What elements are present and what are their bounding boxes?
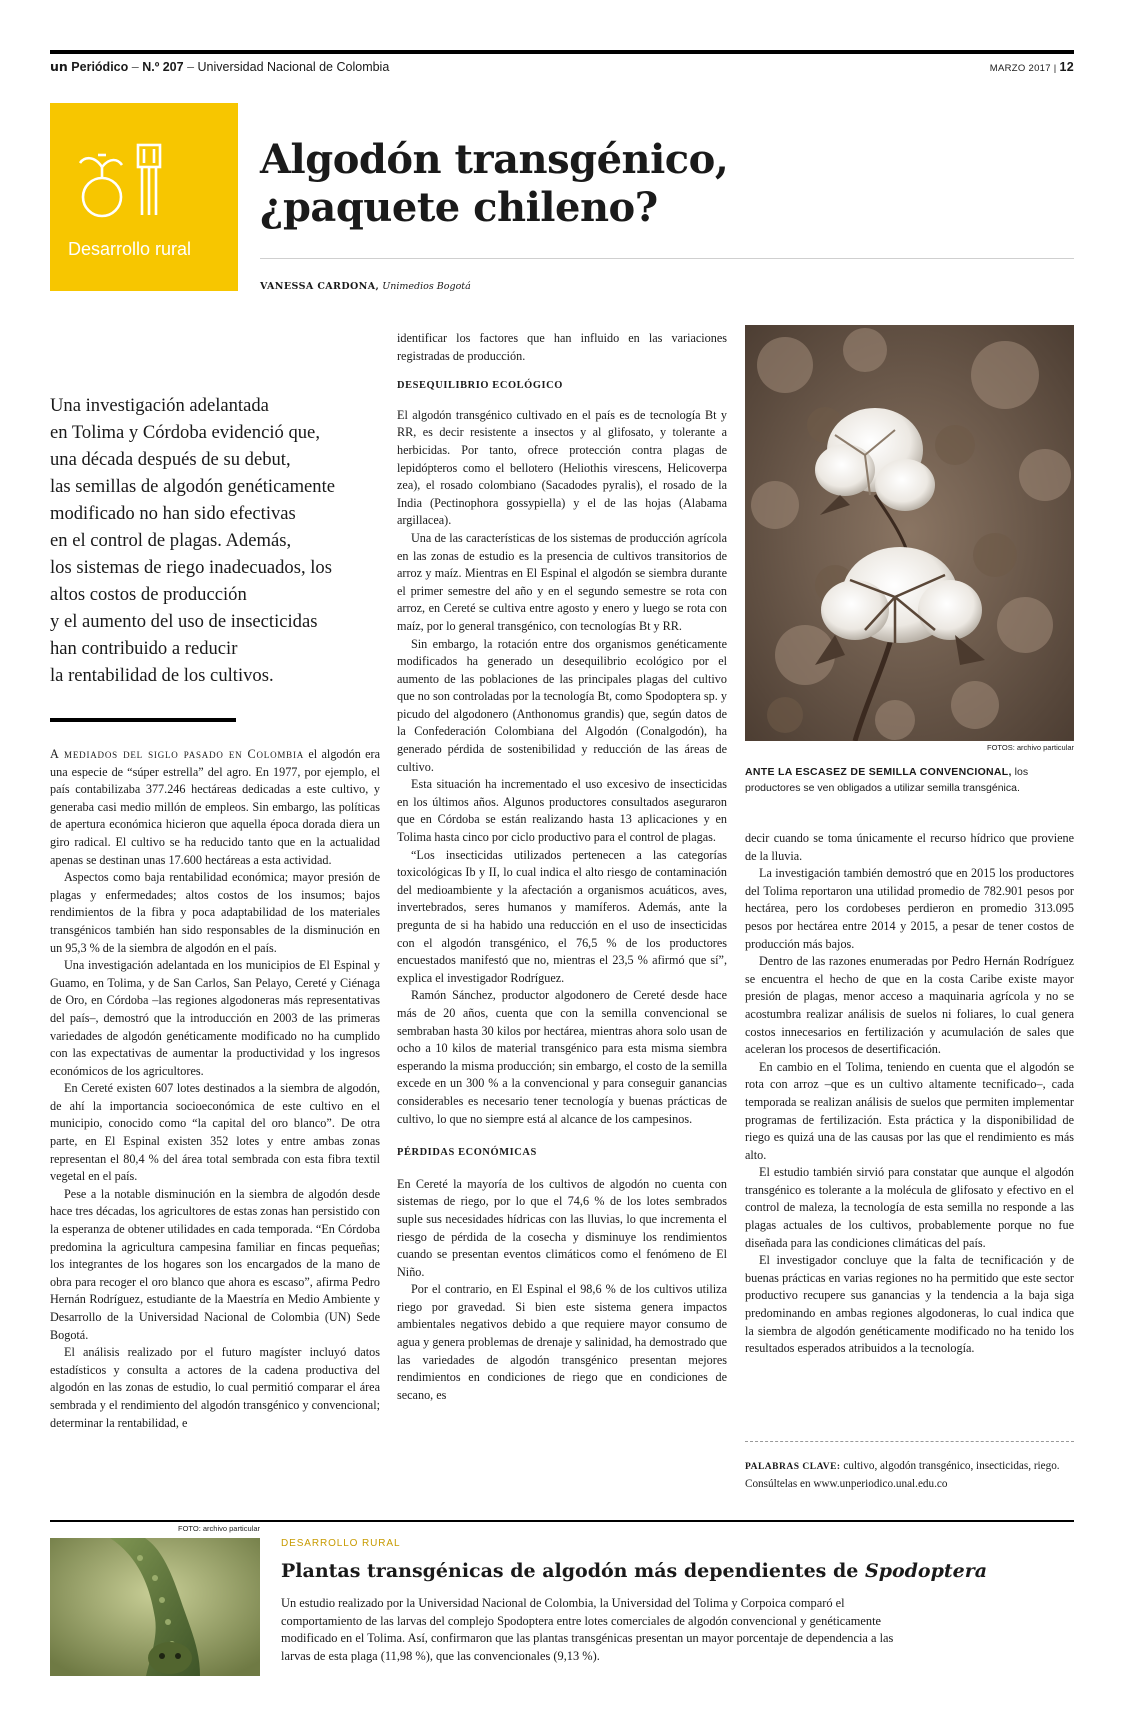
body-paragraph: En Cereté existen 607 lotes destinados a la siembra de algodón, de ahí la importancia socioeconómica de este cultivo en el municipio, conocido como “la capital del oro blanco”. De otra parte, en El Espinal existen 352 lotes y entre ambas zonas representan el 80,4 % del área total sembrada con esta fibra textil vegetal en el país. xyxy=(50,1081,380,1184)
issue-date: MARZO 2017 xyxy=(989,63,1051,74)
body-paragraph: Esta situación ha incrementado el uso excesivo de insecticidas en los últimos años. Algunos productores consultados aseguraron que en Córdoba se están realizando hasta 13 aplicaciones y en Tolima hasta cinco por ciclo productivo para el control de plagas. xyxy=(397,777,727,845)
paper-name: Periódico xyxy=(71,60,129,74)
sidebar-headline-italic: Spodoptera xyxy=(864,1560,988,1582)
article-lede: Una investigación adelantada en Tolima y Córdoba evidenció que, una década después de su debut, las semillas de algodón genéticamente modificado no han sido efectivas en el control de plagas. Además, los sistemas de riego inadecuados, los altos costos de producción y el aumento del uso de insecticidas han contribuido a reducir la rentabilidad de los cultivos. xyxy=(50,395,336,686)
body-paragraph: A mediados del siglo pasado en Colombia el algodón era una especie de “súper estrella” del agro. En 1977, por ejemplo, el país contabilizaba 377.246 hectáreas dedicadas a este cultivo, y generaba casi medio millón de empleos. Sin embargo, las políticas de apertura económica hicieron que aquella época dorada diera un giro radical. El cultivo se ha reducido tanto que en la actualidad apenas se destinan unas 17.600 hectáreas a esta actividad. xyxy=(50,747,380,867)
body-paragraph: Dentro de las razones enumeradas por Pedro Hernán Rodríguez se encuentra el hecho de que en la costa Caribe existe mayor presión de plagas, menor acceso a maquinaria agrícola y no se acostumbra realizar análisis de suelos ni foliares, lo cual genera costos innecesarios en fertilización y acumulación de sales que aceleran los procesos de desertificación. xyxy=(745,954,1074,1057)
body-paragraph: “Los insecticidas utilizados pertenecen a las categorías toxicológicas Ib y II, lo cual indica el alto riesgo de contaminación del medioambiente y la afectación a organismos acuáticos, aves, invertebrados, seres humanos y mamíferos. Además, ante la pregunta de si ha habido una reducción en el uso de insecticidas con el algodón transgénico, el 76,5 % de los productores encuestados manifestó que no, mientras el 23,5 % afirmó que sí”, explica el investigador Rodríguez. xyxy=(397,847,727,985)
body-column-3 xyxy=(745,830,1074,1358)
body-paragraph: decir cuando se toma únicamente el recurso hídrico que proviene de la lluvia. xyxy=(745,831,1074,863)
body-paragraph: Una de las características de los sistemas de producción agrícola en las zonas de estudio es la presencia de cultivos transitorios de arroz y maíz. Mientras en El Espinal el algodón se siembra durante el primer semestre del año y en el segundo semestre se rota con arroz, en Cereté se cultiva entre agosto y enero y luego se rota con maíz, por lo general transgénico, con tecnologías Bt y RR. xyxy=(397,530,727,633)
section-badge xyxy=(50,103,238,291)
larva-photo xyxy=(50,1538,260,1676)
author-affiliation: Unimedios Bogotá xyxy=(382,281,471,292)
article-headline xyxy=(260,136,760,232)
cotton-boll-image xyxy=(745,325,1074,741)
subheading-economic: PÉRDIDAS ECONÓMICAS xyxy=(397,1147,537,1159)
body-paragraph: El estudio también sirvió para constatar que aunque el algodón transgénico es tolerante a la molécula de glifosato y efectivo en el control de maleza, la tecnología de esta semilla no responde a las plagas actuales de los cultivos, probablemente porque no fue diseñada para las condiciones climáticas del país. xyxy=(745,1165,1074,1250)
body-paragraph: La investigación también demostró que en 2015 los productores del Tolima reportaron una utilidad promedio de 782.901 pesos por hectárea, pero los cordobeses perdieron en promedio 313.095 pesos por hectárea entre 2014 y 2015, a pesar de tener costos de producción más bajos. xyxy=(745,866,1074,951)
keywords-divider xyxy=(745,1441,1074,1442)
headline-divider xyxy=(260,258,1074,259)
cotton-photo xyxy=(745,325,1074,741)
body-column-1 xyxy=(50,746,380,1432)
cotton-plant-icon xyxy=(70,135,200,235)
body-paragraph: En Cereté la mayoría de los cultivos de algodón no cuenta con sistemas de riego, por lo que el 74,6 % de los lotes sembrados suple sus necesidades hídricas con las lluvias, lo que incrementa el riesgo de pérdida de la cosecha y disminuye los rendimientos cuando se presentan eventos climáticos como el fenómeno de El Niño. xyxy=(397,1176,727,1279)
body-paragraph: El análisis realizado por el futuro magíster incluyó datos estadísticos y consulta a actores de la cadena productiva del algodón en las zonas de estudio, lo cual permitió comparar el área sembrada y el rendimiento del algodón transgénico y convencional; determinar la rentabilidad, e xyxy=(50,1345,380,1430)
body-paragraph: identificar los factores que han influido en las variaciones registradas de producción. xyxy=(397,331,727,363)
issue-number: N.º 207 xyxy=(142,60,184,74)
body-column-2 xyxy=(397,330,727,1404)
byline xyxy=(260,280,471,294)
body-paragraph: Aspectos como baja rentabilidad económica; mayor presión de plagas y enfermedades; altos costos de los insumos; bajos rendimientos de la fibra y poca adaptabilidad de los materiales transgénicos también han sido responsables de la disminución en un 95,3 % de la siembra de algodón en el país. xyxy=(50,870,380,955)
body-paragraph: El algodón transgénico cultivado en el país es de tecnología Bt y RR, es decir resistente a insectos y al glifosato, y tolerante a herbicidas. Por tanto, ofrece protección contra plagas de lepidópteros como el bellotero (Heliothis virescens, Helicoverpa zea), el rosado colombiano (Sacadodes pyralis), el rosado de la India (Pectinophora gossypiella) y el de las hojas (Alabama argillacea). xyxy=(397,407,727,528)
author-name: VANESSA CARDONA, xyxy=(260,281,380,292)
body-paragraph: Ramón Sánchez, productor algodonero de Cereté desde hace más de 20 años, cuenta que con la semilla convencional se sembraban hasta 30 kilos por hectárea, mientras ahora solo usan de ocho a 10 kilos de material transgénico para esta misma siembra esperando la misma producción; sin embargo, el costo de la semilla excede en un 300 % a la convencional y para conseguir ganancias considerables es necesario tener tecnología y buenas prácticas de cultivo, lo que no siempre está al alcance de los campesinos. xyxy=(397,988,727,1126)
keywords-text: cultivo, algodón transgénico, insecticidas, riego. Consúltelas en www.unperiodico.unal.edu.co xyxy=(745,1460,1060,1490)
caption-lead: ANTE LA ESCASEZ DE SEMILLA CONVENCIONAL, xyxy=(745,766,1012,778)
body-paragraph: Sin embargo, la rotación entre dos organismos genéticamente modificados ha generado un desequilibrio ecológico por el aumento de las poblaciones de las principales plagas del cultivo que no son controladas por la tecnología Bt, como Spodoptera sp. y picudo del algodonero (Anthonomus grandis) que, según datos de la Confederación Colombiana del Algodón (Conalgodón), ha generado pérdida de sostenibilidad y reducción de las áreas de cultivo. xyxy=(397,636,727,774)
page-number: 12 xyxy=(1059,60,1074,74)
lead-in: A mediados del siglo pasado en Colombia xyxy=(50,747,305,761)
photo-caption: ANTE LA ESCASEZ DE SEMILLA CONVENCIONAL, los productores se ven obligados a utilizar semilla transgénica. xyxy=(745,766,1029,794)
masthead: un Periódico – N.º 207 – Universidad Nacional de Colombia MARZO 2017 | 12 xyxy=(50,57,1074,77)
body-paragraph: Una investigación adelantada en los municipios de El Espinal y Guamo, en Tolima, y de San Carlos, San Pelayo, Cereté y Ciénaga de Oro, en Córdoba –las regiones algodoneras más representativas del país–, demostró que la introducción en 2003 de las primeras variedades de algodón genéticamente modificado no ha cumplido con las expectativas de aumentar la productividad y los ingresos económicos de los agricultores. xyxy=(50,958,380,1078)
sidebar-section-label: DESARROLLO RURAL xyxy=(281,1538,401,1549)
university-name: Universidad Nacional de Colombia xyxy=(197,60,390,74)
un-logo: un xyxy=(50,59,68,74)
sidebar-body: Un estudio realizado por la Universidad Nacional de Colombia, la Universidad del Tolima y Corpoica comparó el comportamiento de las larvas del complejo Spodoptera entre lotes comerciales de algodón convencional y genéticamente modificado en el Tolima. Así, confirmaron que las plantas transgénicas presentan un mayor porcentaje de dependencia a las larvas de esta plaga (11,98 %), que las convencionales (9,13 %). xyxy=(281,1596,894,1663)
sidebar-headline: Plantas transgénicas de algodón más dependientes de Spodoptera xyxy=(281,1560,988,1582)
headline-line-1: Algodón transgénico, xyxy=(260,136,729,183)
body-paragraph: El investigador concluye que la falta de tecnificación y de buenas prácticas en varias regiones no ha permitido que este sector productivo recupere sus ganancias y la tendencia a la baja siga predominando en ambas regiones algodoneras, lo cual indica que la siembra de algodón genéticamente modificado no ha tenido los resultados esperados atribuidos a la tecnología. xyxy=(745,1253,1074,1356)
body-paragraph: Pese a la notable disminución en la siembra de algodón desde hace tres décadas, los agricultores de estas zonas han persistido con la esperanza de obtener utilidades en cada temporada. “En Córdoba predomina la agricultura campesina familiar en fincas pequeñas; los integrantes de los hogares son los encargados de la mano de obra para recoger el oro blanco que ahora es escaso”, afirma Pedro Hernán Rodríguez, estudiante de la Maestría en Medio Ambiente y Desarrollo de la Universidad Nacional de Colombia (UN) Sede Bogotá. xyxy=(50,1186,380,1342)
photo-credit: FOTOS: archivo particular xyxy=(987,743,1074,752)
larva-image xyxy=(50,1538,260,1676)
headline-line-2: ¿paquete chileno? xyxy=(260,184,658,231)
bottom-rule xyxy=(50,1520,1074,1522)
sidebar-photo-credit: FOTO: archivo particular xyxy=(178,1524,260,1533)
section-label: Desarrollo rural xyxy=(68,239,192,259)
top-rule xyxy=(50,50,1074,54)
body-paragraph: En cambio en el Tolima, teniendo en cuenta que el algodón se rota con arroz –que es un cultivo altamente tecnificado–, cada temporada se realizan análisis de suelos que permiten implementar programas de fertilización. Esta práctica y la disponibilidad de riego es quizá una de las causas por las que el rendimiento es más alto. xyxy=(745,1059,1074,1162)
keywords xyxy=(745,1458,1074,1493)
date-page: MARZO 2017 | 12 xyxy=(989,60,1074,74)
keywords-label: PALABRAS CLAVE: xyxy=(745,1462,841,1472)
body-paragraph: Por el contrario, en El Espinal el 98,6 % de los cultivos utiliza riego por gravedad. Si bien este sistema genera impactos ambientales negativos debido a que requiere mayor consumo de agua y genera problemas de drenaje y salinidad, ha demostrado que las variedades de algodón transgénico presentan mejores rendimientos en condiciones de riego que en condiciones de secano, es xyxy=(397,1282,727,1402)
lede-rule xyxy=(50,718,236,722)
subheading-ecological: DESEQUILIBRIO ECOLÓGICO xyxy=(397,380,563,392)
